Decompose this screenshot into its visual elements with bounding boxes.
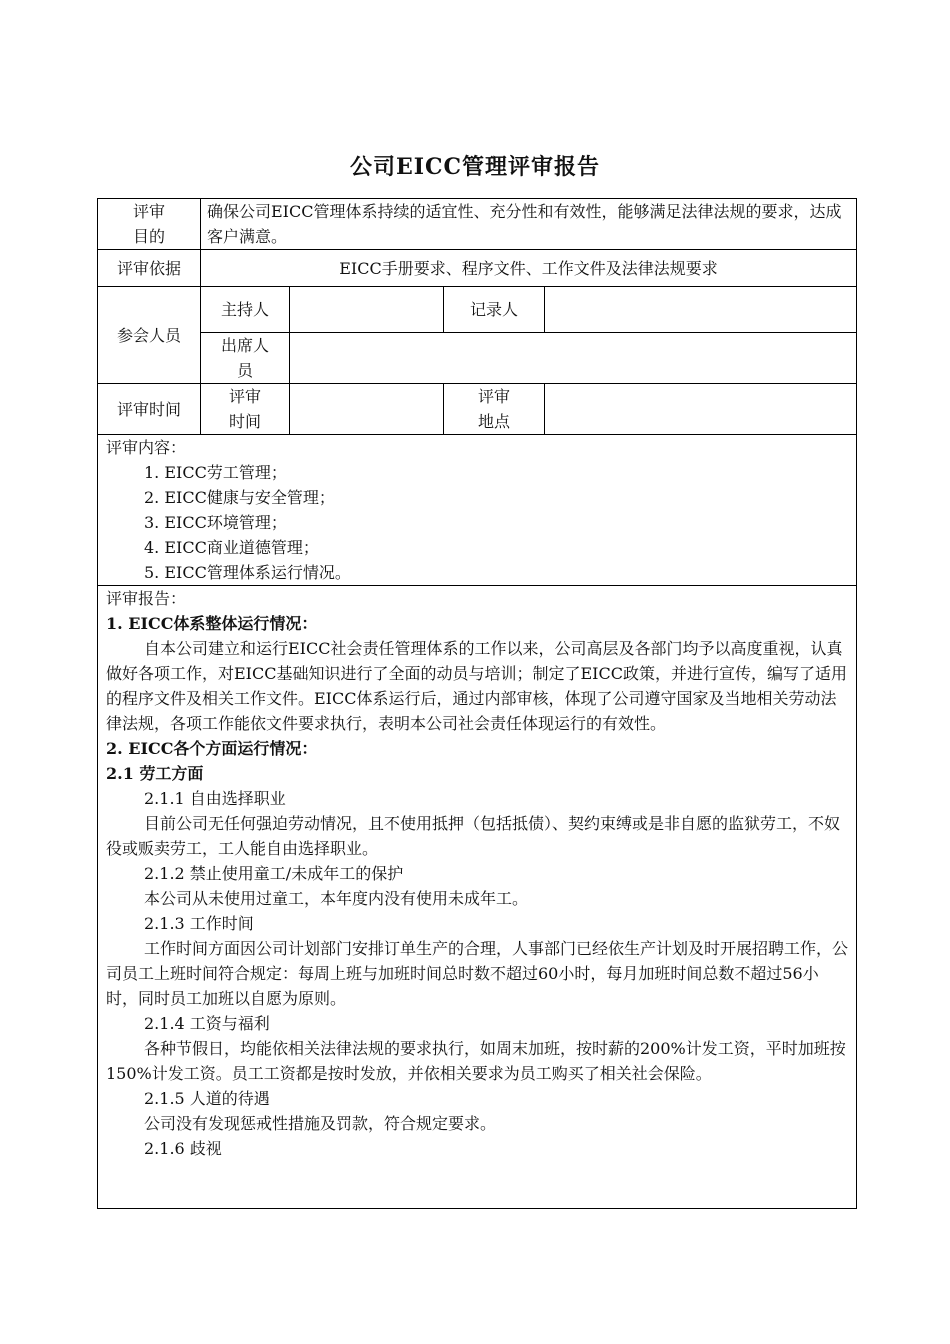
subsection-title: 2.1.4 工资与福利 [144,1014,270,1033]
report-heading: 评审报告： [106,589,187,608]
section-1-title: 1. EICC体系整体运行情况： [106,614,318,633]
purpose-label: 评审 目的 [98,199,201,250]
document-title: 公司EICC管理评审报告 [349,154,601,180]
subsection-text: 公司没有发现惩戒性措施及罚款，符合规定要求。 [144,1114,497,1133]
present-value[interactable] [290,333,857,384]
present-label: 出席人 员 [201,333,290,384]
subsection-title: 2.1.1 自由选择职业 [144,789,286,808]
section-2-1-title: 2.1 劳工方面 [106,764,204,783]
time-value[interactable] [290,384,444,435]
subsection-text: 工作时间方面因公司计划部门安排订单生产的合理，人事部门已经依生产计划及时开展招聘工作，公司员工上班时间符合规定：每周上班与加班时间总时数不超过60小时，每月加班时间总数不超过56小时，同时员工加班以自愿为原则。 [106,939,849,1008]
review-table [97,198,857,1209]
report-row [98,586,857,1209]
host-row [98,287,857,333]
place-value[interactable] [545,384,857,435]
list-item: 1. EICC劳工管理； [144,463,287,482]
time-row [98,384,857,435]
section-1-paragraph: 自本公司建立和运行EICC社会责任管理体系的工作以来，公司高层及各部门均予以高度重视，认真做好各项工作，对EICC基础知识进行了全面的动员与培训；制定了EICC政策，并进行宣传，编写了适用的程序文件及相关工作文件。EICC体系运行后，通过内部审核，体现了公司遵守国家及当地相关劳动法律法规，各项工作能依文件要求执行，表明本公司社会责任体现运行的有效性。 [106,639,847,733]
subsection-title: 2.1.3 工作时间 [144,914,254,933]
list-item: 2. EICC健康与安全管理； [144,488,335,507]
subsection-text: 各种节假日，均能依相关法律法规的要求执行，如周末加班，按时薪的200%计发工资，平时加班按150%计发工资。员工工资都是按时发放，并依相关要求为员工购买了相关社会保险。 [106,1039,846,1083]
recorder-value[interactable] [545,287,857,333]
contents-cell [98,435,857,586]
report-cell [98,586,857,1209]
basis-label: 评审依据 [98,250,201,287]
list-item: 4. EICC商业道德管理； [144,538,319,557]
purpose-row [98,199,857,250]
purpose-text: 确保公司EICC管理体系持续的适宜性、充分性和有效性，能够满足法律法规的要求，达成客户满意。 [201,199,857,250]
contents-row [98,435,857,586]
subsection-text: 目前公司无任何强迫劳动情况，且不使用抵押（包括抵债）、契约束缚或是非自愿的监狱劳工，不奴役或贩卖劳工，工人能自由选择职业。 [106,814,841,858]
time-row-label: 评审时间 [98,384,201,435]
subsection-title: 2.1.5 人道的待遇 [144,1089,270,1108]
contents-heading: 评审内容： [106,438,187,457]
subsection-title: 2.1.2 禁止使用童工/未成年工的保护 [144,864,404,883]
place-label: 评审 地点 [444,384,545,435]
list-item: 3. EICC环境管理； [144,513,287,532]
subsection-text: 本公司从未使用过童工，本年度内没有使用未成年工。 [144,889,529,908]
basis-text: EICC手册要求、程序文件、工作文件及法律法规要求 [201,250,857,287]
section-2-title: 2. EICC各个方面运行情况： [106,739,318,758]
basis-row [98,250,857,287]
subsection-title: 2.1.6 歧视 [144,1139,222,1158]
time-label: 评审 时间 [201,384,290,435]
attendees-label: 参会人员 [98,287,201,384]
list-item: 5. EICC管理体系运行情况。 [144,563,351,582]
host-value[interactable] [290,287,444,333]
present-row [98,333,857,384]
recorder-label: 记录人 [444,287,545,333]
host-label: 主持人 [201,287,290,333]
